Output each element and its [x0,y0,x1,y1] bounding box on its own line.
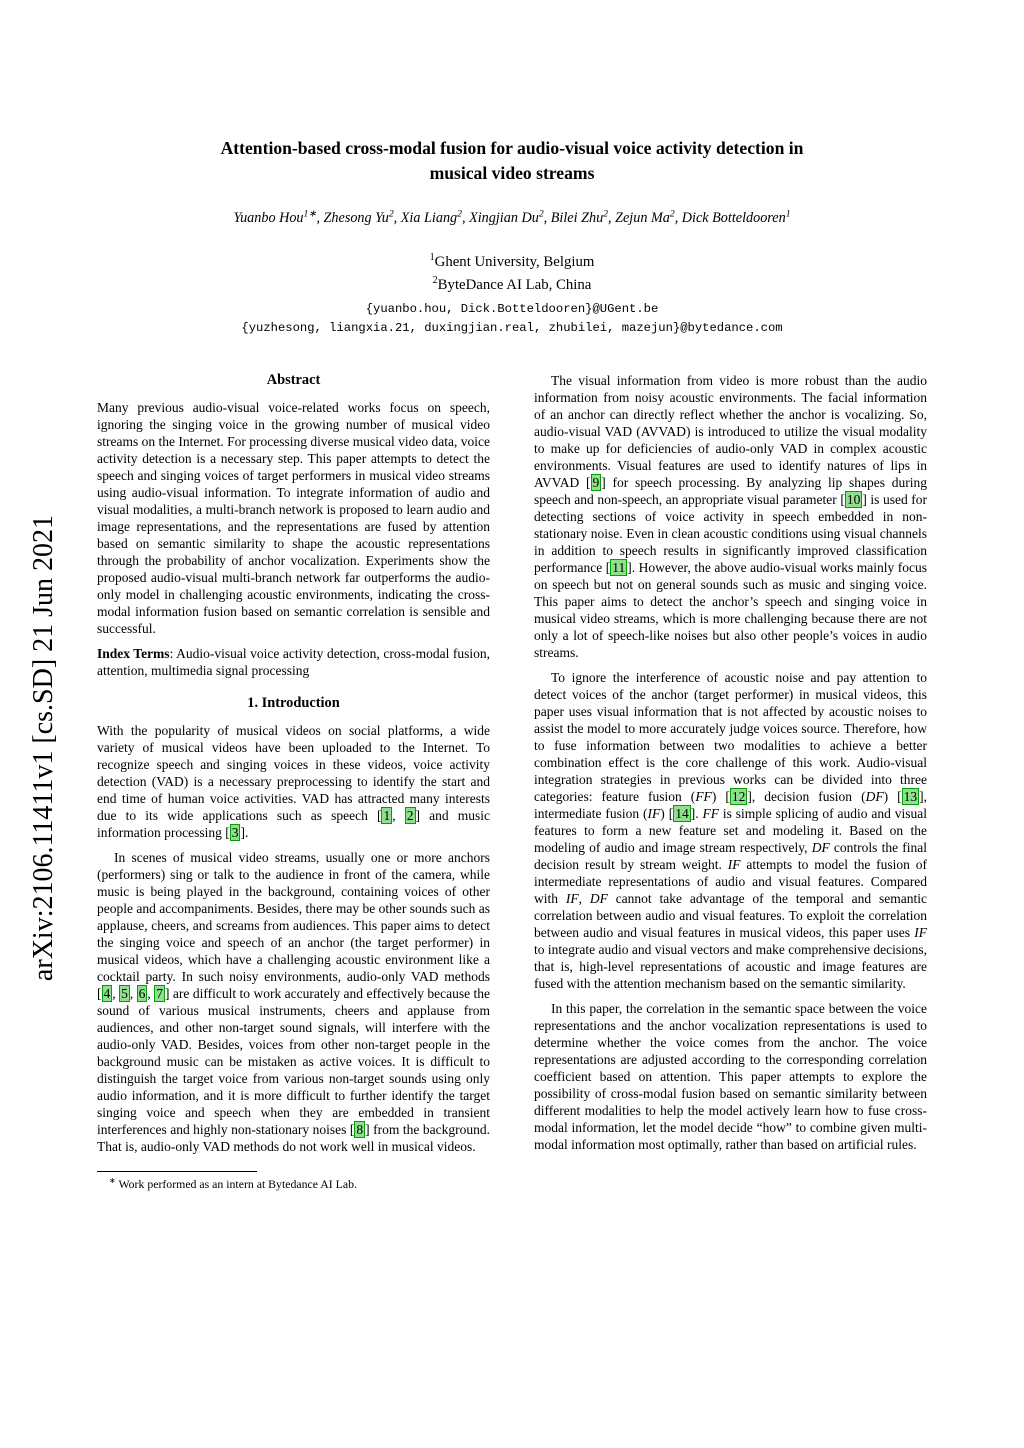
citation-link[interactable]: 6 [138,986,146,1001]
right-paragraph-3: In this paper, the correlation in the semantic space between the voice representations and the anchor vocalization representations is used to determine whether the voice comes from the anchor. The voice representations are adjusted according to the corresponding correlation coefficient based on attention. This paper attempts to explore the possibility of cross-modal fusion based on semantic similarity between different modalities to help the model actively learn how to fuse cross-modal information, let the model decide “how” to combine given multi-modal information most optimally, rather than based on artificial rules. [534,1001,927,1152]
intro-paragraph-2: In scenes of musical video streams, usually one or more anchors (performers) sing or talk to the audience in front of the camera, while music is being played in the background, containing voices of other people and accompaniments. Besides, there may be other sounds such as applause, cheers, and screams from audiences. This paper aims to detect the singing voice and speech of an anchor (the target performer) in musical videos, which have a challenging acoustic environment like a cocktail party. In such noisy environments, audio-only VAD methods [ 4 , 5 , 6 , 7 ] are difficult to work accurately and effectively because the sound of various musical instruments, cheers and applause from audiences, and other non-target sound signals, will interfere with the audio-only VAD. Besides, voices from other non-target people in the background music can be mistaken as active voices. It is difficult to distinguish the target voice from various non-target sounds using only audio information, and it is more difficult to further identify the target singing voice and speech when they are embedded in transient interferences and highly non-stationary noises [ 8 ] from the background. That is, audio-only VAD methods do not work well in musical videos. [97,850,491,1154]
citation-link[interactable]: 14 [675,806,689,821]
paper-title-line-2: musical video streams [429,163,595,183]
paper-title-line-1: Attention-based cross-modal fusion for audio-visual voice activity detection in [220,138,804,158]
footnote-text: ∗ Work performed as an intern at Bytedance AI Lab. [109,1176,357,1191]
citation-link[interactable]: 4 [103,986,111,1001]
citation-link[interactable]: 8 [356,1122,364,1137]
index-terms: Index Terms: Audio-visual voice activity detection, cross-modal fusion, attention, multimedia signal processing [97,646,490,678]
two-column-body [97,372,927,1192]
paper-title [97,136,927,186]
citation-link[interactable]: 1 [383,808,391,823]
email-ugent: {yuanbo.hou, Dick.Botteldooren}@UGent.be [365,302,659,316]
footnote [97,1171,490,1192]
citation-link[interactable]: 13 [903,789,918,804]
citation-link[interactable]: 5 [121,986,128,1001]
email-bytedance: {yuzhesong, liangxia.21, duxingjian.real, zhubilei, mazejun}@bytedance.com [241,321,783,335]
citation-link[interactable]: 3 [231,825,239,840]
citation-link[interactable]: 11 [612,560,626,575]
citation-link[interactable]: 7 [156,986,163,1001]
paper-header [97,136,927,338]
section-heading-introduction: 1. Introduction [247,695,340,711]
citation-link[interactable]: 10 [846,492,861,507]
footnote-rule [97,1171,257,1172]
citation-link[interactable]: 2 [406,808,414,823]
authors-line: Yuanbo Hou$^{1∗}$, Zhesong Yu$^2$, Xia Liang$^2$, Xingjian Du$^2$, Bilei Zhu$^2$, Zejun Ma$^2$, Dick Botteldooren$^1$ [233,208,791,226]
arxiv-watermark: arXiv:2106.11411v1 [cs.SD] 21 Jun 2021 [28,514,59,982]
affiliation-ghent: $^1$Ghent University, Belgium [429,252,595,270]
right-paragraph-2: To ignore the interference of acoustic noise and pay attention to detect voices of the anchor (target performer) in musical videos, this paper uses visual information that is not affected by acoustic noises to assist the model to more accurately judge voices source. Therefore, how to fuse information between two modalities to achieve a better combination effect is the core challenge of this work. Audio-visual integration strategies in previous works can be divided into three categories: feature fusion (FF) [ 12 ], decision fusion (DF) [ 13 ], intermediate fusion (IF) [ 14 ]. FF is simple splicing of audio and visual features to form a new feature set and modeling it. Based on the modeling of audio and image stream respectively, DF controls the final decision result by stream weight. IF attempts to model the fusion of intermediate representations of audio and visual features. Compared with IF, DF cannot take advantage of the temporal and semantic correlation between audio and visual features. To exploit the correlation between audio and visual features in musical videos, this paper uses IF to integrate audio and visual vectors and make comprehensive decisions, that is, high-level representations of acoustic and image features are fused with the attention mechanism based on the semantic similarity. [534,670,928,991]
citation-link[interactable]: 9 [592,475,600,490]
abstract-heading: Abstract [266,372,321,388]
affiliation-bytedance: $^2$ByteDance AI Lab, China [432,275,592,293]
right-column [534,372,927,1192]
citation-link[interactable]: 12 [731,789,746,804]
intro-paragraph-1: With the popularity of musical videos on social platforms, a wide variety of musical videos have been uploaded to the Internet. To recognize speech and singing voices in these videos, voice activity detection (VAD) is a necessary preprocessing to identify the start and end time of human voice activities. VAD has attracted many interests due to its wide applications such as speech [ 1 , 2 ] and music information processing [ 3 ]. [97,723,490,840]
left-column [97,372,490,1192]
abstract-text: Many previous audio-visual voice-related works focus on speech, ignoring the singing voice in the growing number of musical video streams on the Internet. For processing diverse musical video data, voice activity detection is a necessary step. This paper attempts to detect the speech and singing voices of target performers in musical video streams using audio-visual information. To integrate information of audio and visual modalities, a multi-branch network is proposed to learn audio and image representations, and the representations are fused by attention based on semantic similarity to shape the acoustic representations through the probability of anchor vocalization. Experiments show the proposed audio-visual multi-branch network far outperforms the audio-only model in challenging acoustic environments, indicating the cross-modal information fusion based on semantic correlation is sensible and successful. [97,400,490,636]
right-paragraph-1: The visual information from video is more robust than the audio information from noisy acoustic environments. The facial information of an anchor can directly reflect whether the anchor is vocalizing. So, audio-visual VAD (AVVAD) is introduced to utilize the visual modality to make up for deficiencies of audio-only VAD in complex acoustic environments. Visual features are used to identify natures of lips in AVVAD [ 9 ] for speech processing. By analyzing lip shapes during speech and non-speech, an appropriate visual parameter [ 10 ] is used for detecting sections of voice activity in speech embedded in non-stationary noise. Even in clean acoustic conditions using visual channels in addition to speech results in significantly improved classification performance [ 11 ]. However, the above audio-visual works mainly focus on speech but not on general sounds such as music and singing voice. This paper aims to detect the anchor’s speech and singing voice in musical video streams, which is more challenging because there are not only a lot of speech-like noises but also other people’s voices in audio streams. [534,373,927,660]
